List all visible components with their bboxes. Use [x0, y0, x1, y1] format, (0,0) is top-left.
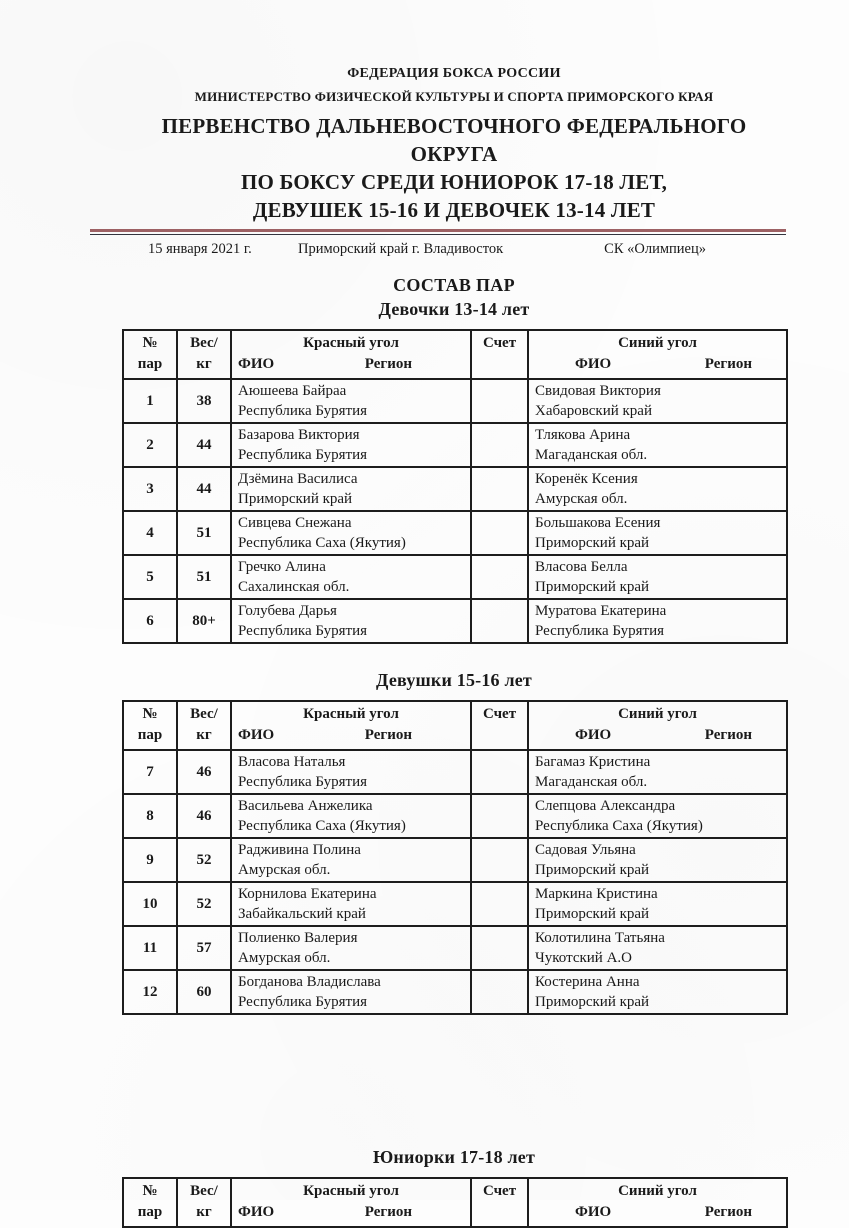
red-corner-subheader — [232, 354, 470, 375]
pairs-table-head — [123, 1178, 787, 1227]
federation-line: ФЕДЕРАЦИЯ БОКСА РОССИИ — [347, 66, 561, 81]
column-header-weight — [177, 330, 231, 379]
pair-number-cell: 11 — [123, 926, 177, 970]
weight-cell: 80+ — [177, 599, 231, 643]
document-title: СОСТАВ ПАР — [393, 275, 515, 295]
red-sub-name-label: ФИО — [238, 727, 275, 743]
score-header-label: Счет — [482, 1183, 517, 1199]
score-cell — [471, 750, 528, 794]
blue-boxer-region: Хабаровский край — [535, 402, 652, 419]
pairs-table-body — [123, 750, 787, 1014]
pair-number-cell: 12 — [123, 970, 177, 1014]
pair-number-cell: 3 — [123, 467, 177, 511]
red-boxer-cell — [231, 926, 471, 970]
blue-boxer-cell — [528, 379, 787, 423]
pair-row — [123, 555, 787, 599]
red-boxer-region: Сахалинская обл. — [238, 578, 350, 595]
column-header-score — [471, 330, 528, 379]
blue-sub-region-label: Регион — [704, 1204, 752, 1220]
blue-boxer-region: Приморский край — [535, 993, 650, 1010]
weight-header-line2: кг — [196, 727, 212, 743]
weight-cell: 46 — [177, 794, 231, 838]
blue-boxer-cell — [528, 423, 787, 467]
blue-sub-name-label: ФИО — [575, 1204, 612, 1220]
score-cell — [471, 555, 528, 599]
header-row — [123, 330, 787, 379]
blue-boxer-cell — [528, 882, 787, 926]
pair-number-cell: 4 — [123, 511, 177, 555]
blue-corner-label: Синий угол — [618, 706, 697, 722]
blue-corner-subheader — [529, 354, 786, 375]
blue-boxer-cell — [528, 599, 787, 643]
red-boxer-region: Амурская обл. — [238, 861, 331, 878]
blue-corner-label: Синий угол — [618, 335, 697, 351]
red-boxer-cell — [231, 838, 471, 882]
pairs-table-body — [123, 379, 787, 643]
red-boxer-name: Богданова Владислава — [238, 973, 381, 990]
red-boxer-name: Базарова Виктория — [238, 426, 360, 443]
blue-boxer-cell — [528, 970, 787, 1014]
ministry-line: МИНИСТЕРСТВО ФИЗИЧЕСКОЙ КУЛЬТУРЫ И СПОРТА ПРИМОРСКОГО КРАЯ — [194, 89, 714, 104]
column-header-red-corner — [231, 701, 471, 750]
weight-header-line2: кг — [196, 1204, 212, 1220]
pair-number-cell: 9 — [123, 838, 177, 882]
red-boxer-cell — [231, 599, 471, 643]
event-title-line3: ДЕВУШЕК 15-16 И ДЕВОЧЕК 13-14 ЛЕТ — [252, 198, 656, 222]
column-header-blue-corner — [528, 330, 787, 379]
red-boxer-region: Республика Бурятия — [238, 993, 368, 1010]
score-cell — [471, 423, 528, 467]
weight-cell: 57 — [177, 926, 231, 970]
blue-boxer-name: Костерина Анна — [535, 973, 640, 990]
column-header-pair-number — [123, 701, 177, 750]
weight-header-line2: кг — [196, 356, 212, 372]
red-boxer-region: Амурская обл. — [238, 949, 331, 966]
red-boxer-name: Аюшеева Байраа — [238, 382, 347, 399]
blue-boxer-name: Свидовая Виктория — [535, 382, 661, 399]
header-row — [123, 1178, 787, 1227]
blue-boxer-name: Колотилина Татьяна — [535, 929, 665, 946]
blue-boxer-cell — [528, 467, 787, 511]
pairing-section — [122, 299, 786, 644]
blue-boxer-region: Приморский край — [535, 905, 650, 922]
weight-cell: 51 — [177, 555, 231, 599]
blue-boxer-name: Маркина Кристина — [535, 885, 658, 902]
pairs-table — [122, 329, 788, 644]
blue-boxer-name: Тлякова Арина — [535, 426, 631, 443]
weight-cell: 44 — [177, 423, 231, 467]
weight-header-line1: Вес/ — [190, 335, 218, 351]
pairs-table — [122, 700, 788, 1015]
weight-cell: 46 — [177, 750, 231, 794]
column-header-blue-corner — [528, 1178, 787, 1227]
blue-boxer-cell — [528, 794, 787, 838]
blue-sub-name-label: ФИО — [575, 356, 612, 372]
blue-corner-label: Синий угол — [618, 1183, 697, 1199]
section-title: Юниорки 17-18 лет — [372, 1147, 536, 1167]
blue-boxer-region: Приморский край — [535, 861, 650, 878]
red-corner-label: Красный угол — [303, 706, 399, 722]
score-cell — [471, 467, 528, 511]
red-boxer-name: Сивцева Снежана — [238, 514, 352, 531]
blue-boxer-name: Садовая Ульяна — [535, 841, 636, 858]
pair-number-cell: 1 — [123, 379, 177, 423]
header-row — [123, 701, 787, 750]
pair-number-cell: 8 — [123, 794, 177, 838]
weight-cell: 60 — [177, 970, 231, 1014]
column-header-pair-number — [123, 1178, 177, 1227]
red-boxer-region: Республика Бурятия — [238, 773, 368, 790]
pair-header-line1: № — [142, 335, 158, 351]
score-header-label: Счет — [482, 706, 517, 722]
red-boxer-region: Приморский край — [238, 490, 353, 507]
pair-header-line2: пар — [137, 1204, 163, 1220]
blue-boxer-region: Республика Бурятия — [535, 622, 665, 639]
blue-boxer-cell — [528, 511, 787, 555]
score-cell — [471, 511, 528, 555]
weight-cell: 52 — [177, 882, 231, 926]
red-boxer-cell — [231, 970, 471, 1014]
column-header-blue-corner — [528, 701, 787, 750]
score-cell — [471, 970, 528, 1014]
score-cell — [471, 379, 528, 423]
blue-sub-region-label: Регион — [704, 727, 752, 743]
event-venue: СК «Олимпиец» — [604, 241, 706, 257]
pair-row — [123, 467, 787, 511]
red-boxer-region: Республика Бурятия — [238, 446, 368, 463]
red-boxer-name: Голубева Дарья — [238, 602, 337, 619]
pair-row — [123, 599, 787, 643]
event-title-line1: ПЕРВЕНСТВО ДАЛЬНЕВОСТОЧНОГО ФЕДЕРАЛЬНОГО ОКРУГА — [161, 114, 747, 166]
red-corner-subheader — [232, 1202, 470, 1223]
column-header-score — [471, 1178, 528, 1227]
column-header-weight — [177, 1178, 231, 1227]
pairs-table-head — [123, 701, 787, 750]
blue-boxer-cell — [528, 555, 787, 599]
score-cell — [471, 599, 528, 643]
red-boxer-region: Республика Саха (Якутия) — [238, 817, 406, 834]
blue-boxer-name: Большакова Есения — [535, 514, 661, 531]
score-header-label: Счет — [482, 335, 517, 351]
red-boxer-cell — [231, 882, 471, 926]
red-sub-name-label: ФИО — [238, 356, 275, 372]
blue-boxer-region: Амурская обл. — [535, 490, 628, 507]
red-boxer-name: Гречко Алина — [238, 558, 326, 575]
weight-header-line1: Вес/ — [190, 706, 218, 722]
blue-corner-subheader — [529, 1202, 786, 1223]
pairing-section — [122, 670, 786, 1015]
weight-cell: 38 — [177, 379, 231, 423]
weight-header-line1: Вес/ — [190, 1183, 218, 1199]
red-boxer-cell — [231, 467, 471, 511]
pair-number-cell: 6 — [123, 599, 177, 643]
pair-row — [123, 926, 787, 970]
blue-boxer-cell — [528, 750, 787, 794]
red-boxer-cell — [231, 555, 471, 599]
red-corner-label: Красный угол — [303, 335, 399, 351]
blue-boxer-region: Магаданская обл. — [535, 773, 648, 790]
red-corner-subheader — [232, 725, 470, 746]
pair-row — [123, 970, 787, 1014]
column-header-red-corner — [231, 1178, 471, 1227]
red-boxer-name: Васильева Анжелика — [238, 797, 373, 814]
section-title: Девочки 13-14 лет — [378, 299, 530, 319]
blue-boxer-name: Слепцова Александра — [535, 797, 676, 814]
score-cell — [471, 926, 528, 970]
document-content — [122, 66, 786, 1228]
event-title — [122, 112, 786, 224]
red-sub-region-label: Регион — [364, 727, 412, 743]
column-header-weight — [177, 701, 231, 750]
pair-header-line2: пар — [137, 727, 163, 743]
pair-row — [123, 423, 787, 467]
blue-sub-region-label: Регион — [704, 356, 752, 372]
blue-boxer-cell — [528, 926, 787, 970]
red-boxer-cell — [231, 511, 471, 555]
blue-boxer-cell — [528, 838, 787, 882]
blue-boxer-name: Багамаз Кристина — [535, 753, 651, 770]
score-cell — [471, 838, 528, 882]
pair-header-line1: № — [142, 706, 158, 722]
pair-number-cell: 10 — [123, 882, 177, 926]
red-sub-name-label: ФИО — [238, 1204, 275, 1220]
score-cell — [471, 882, 528, 926]
red-boxer-cell — [231, 423, 471, 467]
pair-number-cell: 5 — [123, 555, 177, 599]
column-header-red-corner — [231, 330, 471, 379]
pair-number-cell: 2 — [123, 423, 177, 467]
pair-header-line2: пар — [137, 356, 163, 372]
blue-sub-name-label: ФИО — [575, 727, 612, 743]
event-place: Приморский край г. Владивосток — [298, 241, 504, 257]
blue-boxer-name: Власова Белла — [535, 558, 628, 575]
weight-cell: 44 — [177, 467, 231, 511]
pair-row — [123, 511, 787, 555]
blue-corner-subheader — [529, 725, 786, 746]
pair-row — [123, 794, 787, 838]
column-header-score — [471, 701, 528, 750]
red-boxer-region: Республика Саха (Якутия) — [238, 534, 406, 551]
event-title-line2: ПО БОКСУ СРЕДИ ЮНИОРОК 17-18 ЛЕТ, — [240, 170, 668, 194]
blue-boxer-region: Приморский край — [535, 534, 650, 551]
pair-row — [123, 379, 787, 423]
red-boxer-region: Республика Бурятия — [238, 622, 368, 639]
blue-boxer-region: Республика Саха (Якутия) — [535, 817, 703, 834]
red-boxer-cell — [231, 750, 471, 794]
weight-cell: 51 — [177, 511, 231, 555]
pair-row — [123, 838, 787, 882]
pairing-sections — [122, 299, 786, 1228]
red-boxer-cell — [231, 379, 471, 423]
weight-cell: 52 — [177, 838, 231, 882]
red-boxer-name: Корнилова Екатерина — [238, 885, 377, 902]
red-boxer-name: Радживина Полина — [238, 841, 361, 858]
red-boxer-cell — [231, 794, 471, 838]
pairs-table-head — [123, 330, 787, 379]
red-corner-label: Красный угол — [303, 1183, 399, 1199]
blue-boxer-name: Коренёк Ксения — [535, 470, 638, 487]
blue-boxer-region: Магаданская обл. — [535, 446, 648, 463]
column-header-pair-number — [123, 330, 177, 379]
blue-boxer-name: Муратова Екатерина — [535, 602, 667, 619]
section-title: Девушки 15-16 лет — [376, 670, 532, 690]
red-boxer-region: Республика Бурятия — [238, 402, 368, 419]
red-boxer-name: Власова Наталья — [238, 753, 346, 770]
event-meta-row — [90, 241, 786, 258]
event-date: 15 января 2021 г. — [148, 241, 252, 257]
pair-header-line1: № — [142, 1183, 158, 1199]
pairing-section — [122, 1147, 786, 1228]
title-divider-rule — [90, 229, 786, 235]
red-boxer-region: Забайкальский край — [238, 905, 366, 922]
red-boxer-name: Дзёмина Василиса — [238, 470, 358, 487]
red-boxer-name: Полиенко Валерия — [238, 929, 358, 946]
pair-row — [123, 750, 787, 794]
red-sub-region-label: Регион — [364, 1204, 412, 1220]
score-cell — [471, 794, 528, 838]
pair-number-cell: 7 — [123, 750, 177, 794]
pairs-table — [122, 1177, 788, 1228]
blue-boxer-region: Приморский край — [535, 578, 650, 595]
pair-row — [123, 882, 787, 926]
blue-boxer-region: Чукотский А.О — [535, 949, 632, 966]
red-sub-region-label: Регион — [364, 356, 412, 372]
